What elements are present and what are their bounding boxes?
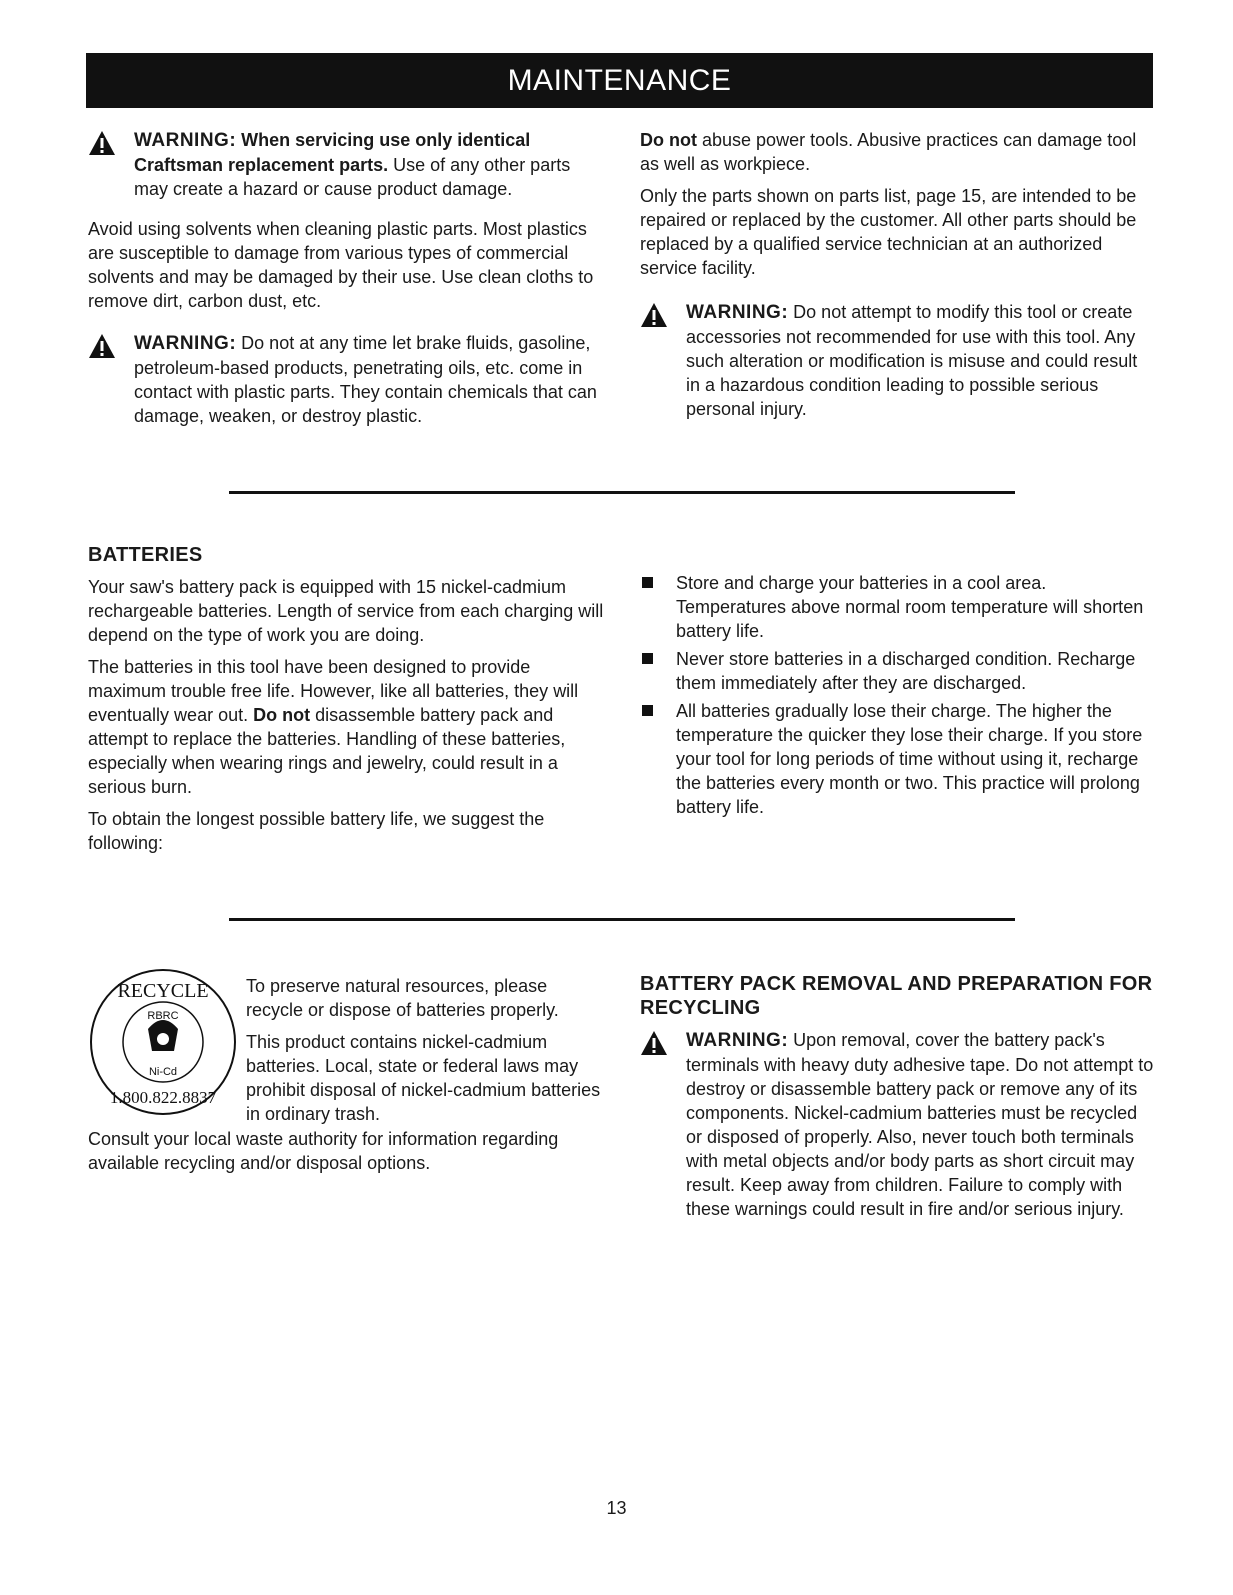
seal-nicd-text: Ni-Cd [148, 1066, 178, 1078]
warning-block-modify [640, 300, 1152, 421]
warning-label: WARNING: [134, 333, 237, 354]
solvents-paragraph: Avoid using solvents when cleaning plastic parts. Most plastics are susceptible to damage from various types of commercial solvents and may be damaged by their use. Use clean cloths to remove dirt, carbon dust, etc. [88, 219, 594, 311]
abuse-paragraph [640, 128, 1152, 176]
recycle-text-block [246, 974, 606, 1134]
batteries-paragraph-1: Your saw's battery pack is equipped with 15 nickel-cadmium rechargeable batteries. Length of service from each charging will depend on the type of work you are doing. [88, 577, 604, 645]
list-item: Never store batteries in a discharged condition. Recharge them immediately after they are discharged. [640, 647, 1152, 695]
batteries-para2-a: The batteries in this tool have been designed to provide maximum trouble free life. However, like all batteries, they will eventually wear out. [88, 657, 579, 725]
recycle-paragraph-2: This product contains nickel-cadmium batteries. Local, state or federal laws may prohibit disposal of nickel-cadmium batteries in ordinary trash. [246, 1032, 601, 1124]
warning-triangle-icon [640, 302, 668, 328]
seal-phone-text: 1.800.822.8837 [109, 1088, 217, 1107]
do-not-bold: Do not [253, 705, 311, 725]
batteries-para2-b: disassemble battery pack and attempt to replace the batteries. Handling of these batteries, especially when wearing rings and jewelry, could result in a serious burn. [88, 705, 566, 797]
recycle-paragraph-1: To preserve natural resources, please recycle or dispose of batteries properly. [246, 976, 559, 1020]
warning-triangle-icon [88, 333, 116, 359]
warning-text: Do not at any time let brake fluids, gasoline, petroleum-based products, penetrating oils, etc. come in contact with plastic parts. They contain chemicals that can damage, weaken, or destroy plastic. [134, 333, 597, 426]
batteries-paragraph-2 [88, 655, 608, 799]
removal-heading: BATTERY PACK REMOVAL AND PREPARATION FOR RECYCLING [640, 973, 1153, 1019]
divider-rule [229, 918, 1015, 921]
parts-list-paragraph: Only the parts shown on parts list, page 15, are intended to be repaired or replaced by the customer. All other parts should be replaced by a qualified service technician at an authorized service facility. [640, 186, 1137, 278]
right-top-column [640, 128, 1152, 437]
batteries-right-column [640, 571, 1152, 823]
warning-text: Use of any other parts may create a hazard or cause product damage. [134, 155, 571, 199]
abuse-text: abuse power tools. Abusive practices can damage tool as well as workpiece. [640, 130, 1137, 174]
recycle-consult-block [88, 1127, 608, 1183]
warning-text: Do not attempt to modify this tool or create accessories not recommended for use with this tool. Any such alteration or modification is misuse and could result in a hazardous condition leading to possible serious personal injury. [686, 302, 1138, 419]
warning-label: WARNING: [686, 1030, 789, 1051]
list-item: All batteries gradually lose their charge. The higher the temperature the quicker they lose their charge. If you store your tool for long periods of time without using it, recharge the batteries every month or two. This practice will prolong battery life. [640, 699, 1152, 819]
warning-triangle-icon [640, 1030, 668, 1056]
warning-block-parts [88, 128, 608, 201]
recycle-paragraph-3: Consult your local waste authority for information regarding available recycling and/or disposal options. [88, 1129, 559, 1173]
section-banner: MAINTENANCE [86, 53, 1153, 108]
warning-block-fluids [88, 331, 608, 428]
seal-rbrc-text: RBRC [147, 1010, 179, 1022]
batteries-left-column [88, 543, 608, 863]
left-top-column [88, 128, 608, 444]
battery-tips-list [640, 571, 1152, 819]
list-item: Store and charge your batteries in a cool area. Temperatures above normal room temperature will shorten battery life. [640, 571, 1152, 643]
batteries-paragraph-3: To obtain the longest possible battery life, we suggest the following: [88, 809, 545, 853]
warning-text: Upon removal, cover the battery pack's terminals with heavy duty adhesive tape. Do not attempt to destroy or disassemble battery pack or remove any of its components. Nickel-cadmium batteries must be recycled or disposed of properly. Also, never touch both terminals with metal objects and/or body parts as short circuit may result. Keep away from children. Failure to comply with these warnings could result in fire and/or serious injury. [686, 1030, 1154, 1219]
warning-bold-text: When servicing use only identical Craftsman replacement parts. [134, 130, 531, 175]
removal-column [640, 972, 1154, 1237]
divider-rule [229, 491, 1015, 494]
warning-triangle-icon [88, 130, 116, 156]
warning-label: WARNING: [134, 130, 237, 151]
rbrc-recycle-seal-icon [88, 967, 238, 1117]
batteries-heading: BATTERIES [88, 544, 203, 566]
do-not-bold: Do not [640, 130, 697, 150]
warning-block-removal [640, 1028, 1154, 1221]
page-number: 13 [606, 1498, 627, 1518]
warning-label: WARNING: [686, 302, 789, 323]
seal-recycle-text: RECYCLE [117, 980, 209, 1002]
